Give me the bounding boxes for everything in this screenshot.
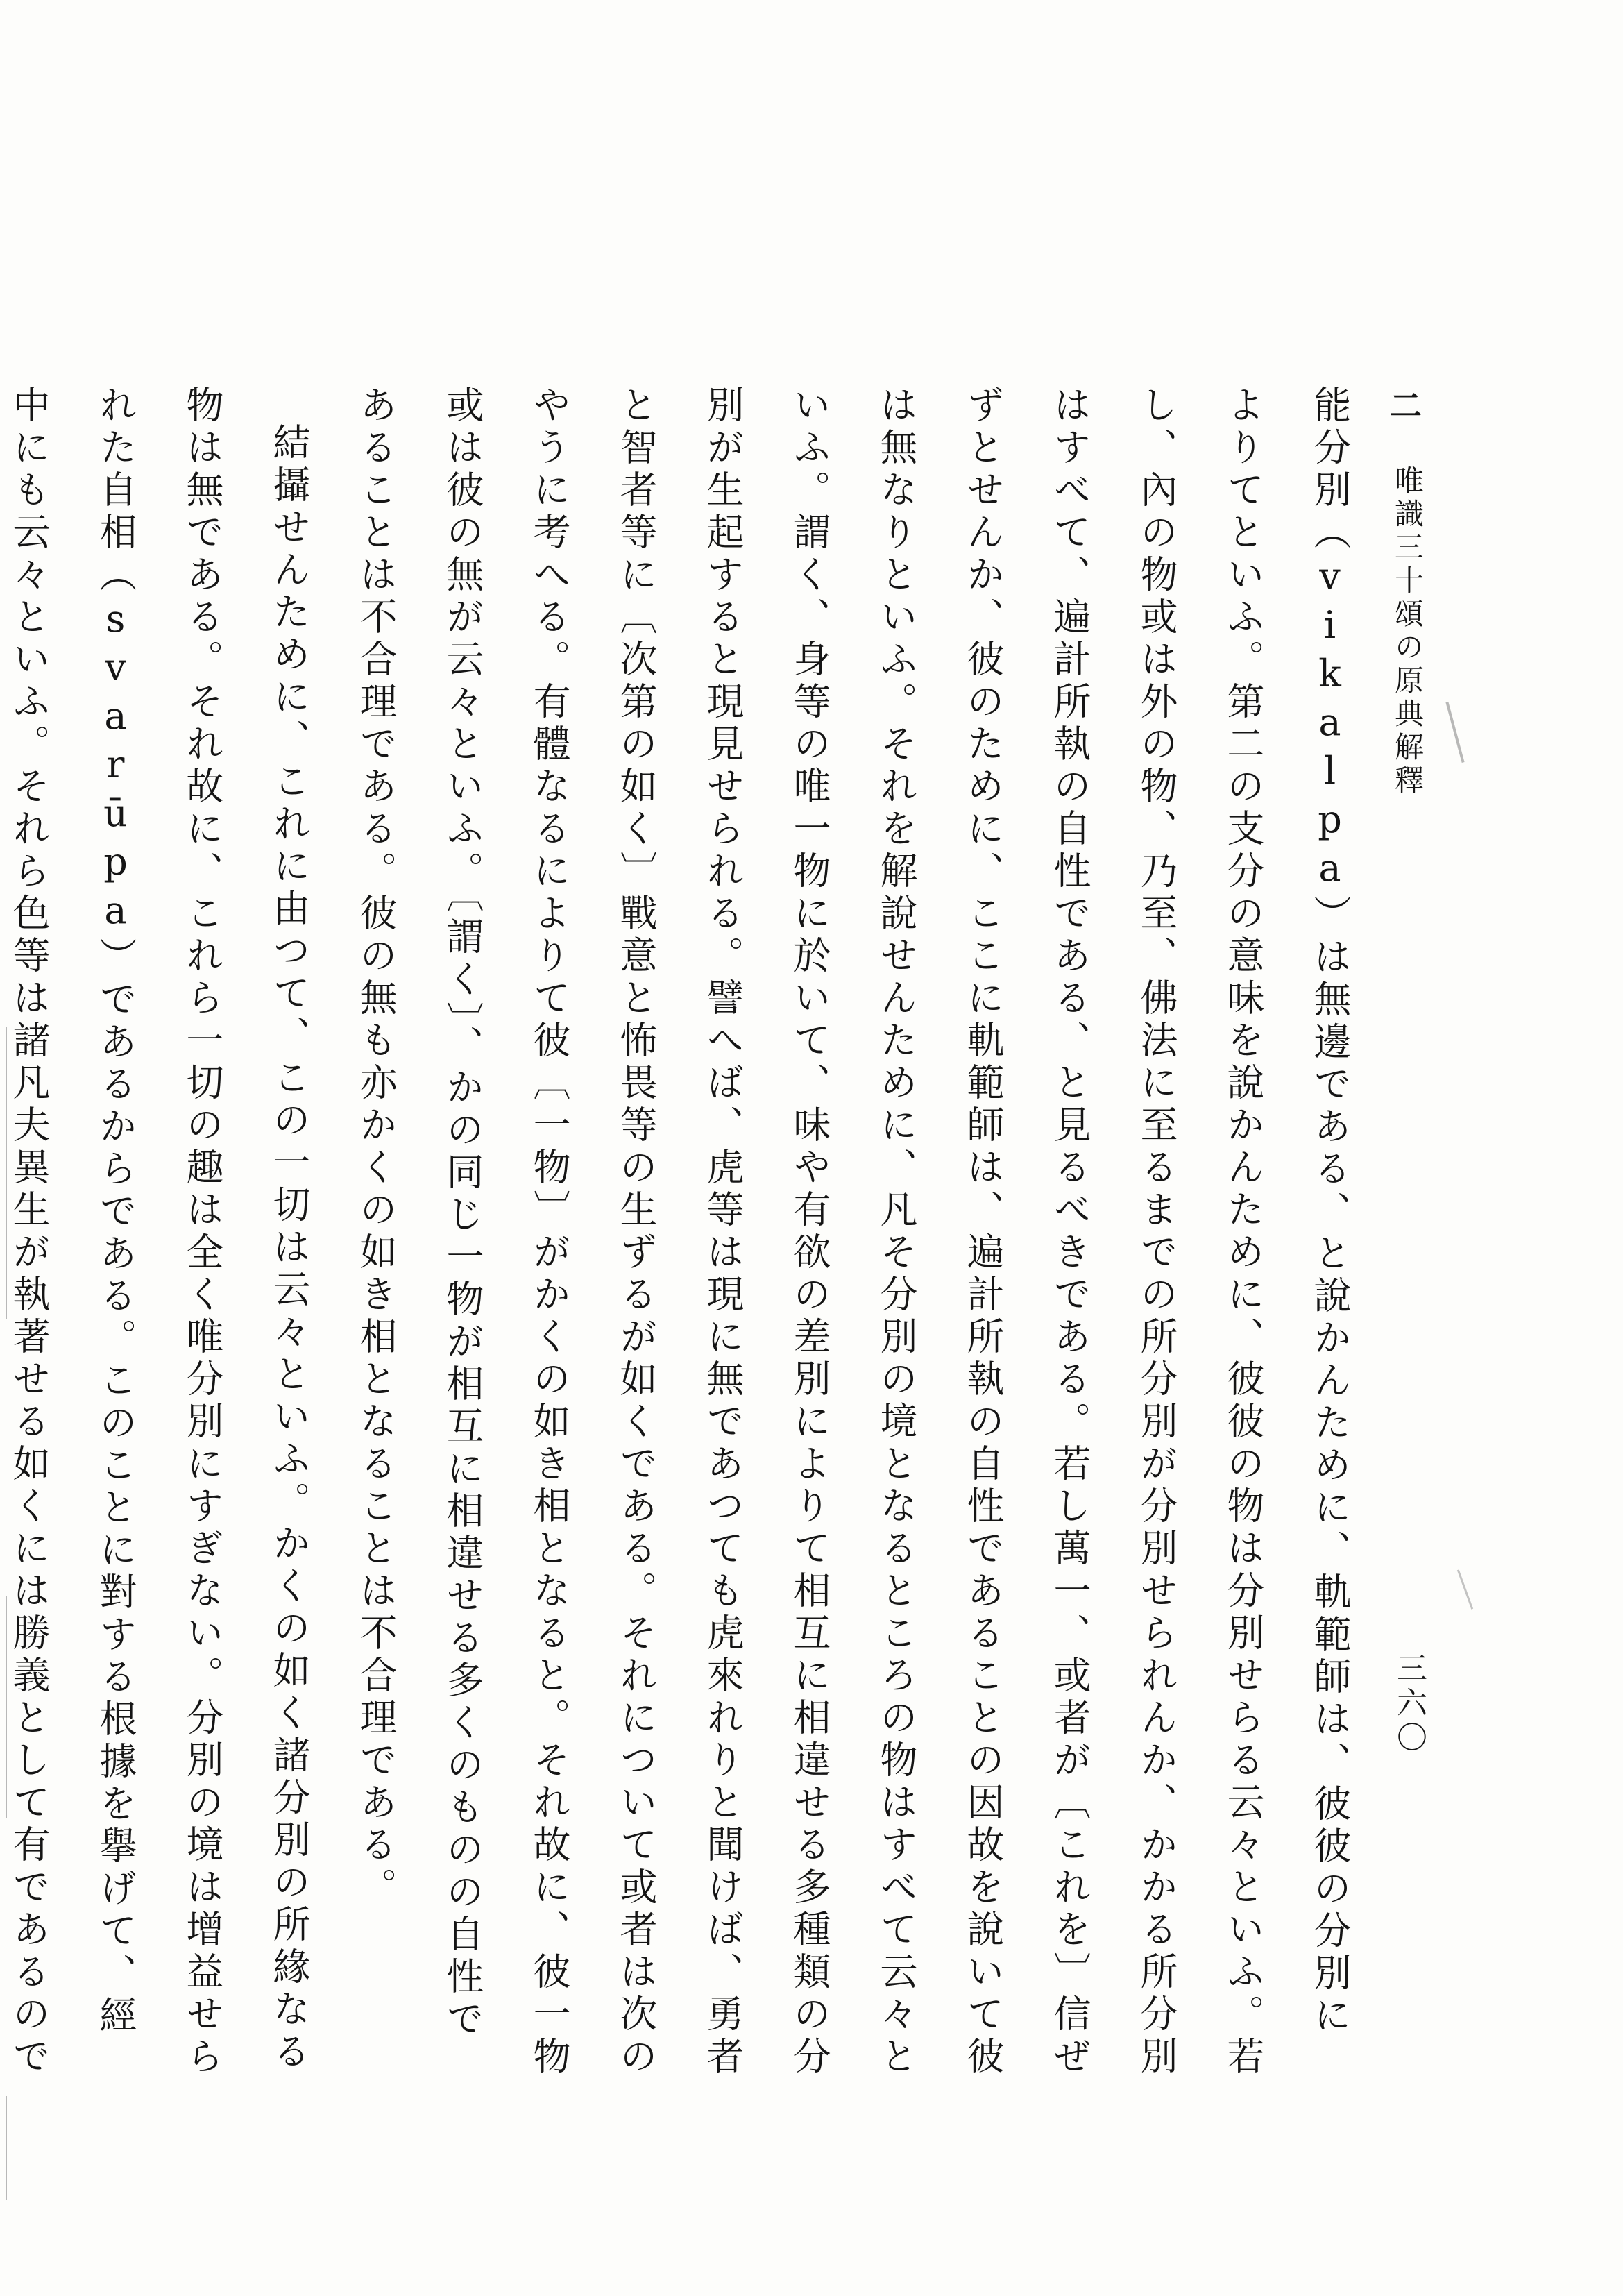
paragraph-2: 結攝せんために、これに由つて、この一切は云々といふ。かくの如く諸分別の所緣なる物は無である。それ故に、これら一切の趣は全く唯分別にすぎない。分別の境は增益せられた自相（svarūpa）であるからである。このことに對する根據を擧げて、經中にも云々といふ。それら色等は諸凡夫異生が執著せる如くには勝義として有であるので [7, 385, 311, 2079]
chapter-number: 二 [1385, 389, 1422, 421]
page-number: 三六〇 [1391, 1652, 1427, 1756]
running-title: 唯識三十頌の原典解釋 [1391, 465, 1425, 798]
paragraph-1: 能分別（vikalpa）は無邊である、と說かんために、軌範師は、彼彼の分別によりてといふ。第二の支分の意味を說かんために、彼彼の物は分別せらる云々といふ。若し、內の物或は外の物、乃至、佛法に至るまでの所分別が分別せられんか、かかる所分別はすべて、遍計所執の自性である、と見るべきである。若し萬一、或者が〔これを〕信ぜずとせんか、彼のために、ここに軌範師は、遍計所執の自性であることの因故を說いて彼は無なりといふ。それを解說せんために、凡そ分別の境となるところの物はすべて云々といふ。謂く、身等の唯一物に於いて、味や有欲の差別によりて相互に相違せる多種類の分別が生起すると現見せられる。譬へば、虎等は現に無であつても虎來れりと聞けば、勇者と智者等に〔次第の如く〕戰意と怖畏等の生ずるが如くである。それについて或者は次のやうに考へる。有體なるによりて彼〔一物〕がかくの如き相となると。それ故に、彼一物或は彼の無が云々といふ。〔謂く〕、かの同じ一物が相互に相違せる多くのものの自性であることは不合理である。彼の無も亦かくの如き相となることは不合理である。 [354, 385, 1352, 2079]
margin-mark [1457, 1569, 1473, 1609]
scan-edge-line [6, 2096, 7, 2200]
scan-edge-line [6, 1027, 7, 1319]
scan-edge-line [6, 1596, 7, 1818]
margin-mark [1445, 702, 1464, 763]
body-text [0, 385, 1373, 2079]
